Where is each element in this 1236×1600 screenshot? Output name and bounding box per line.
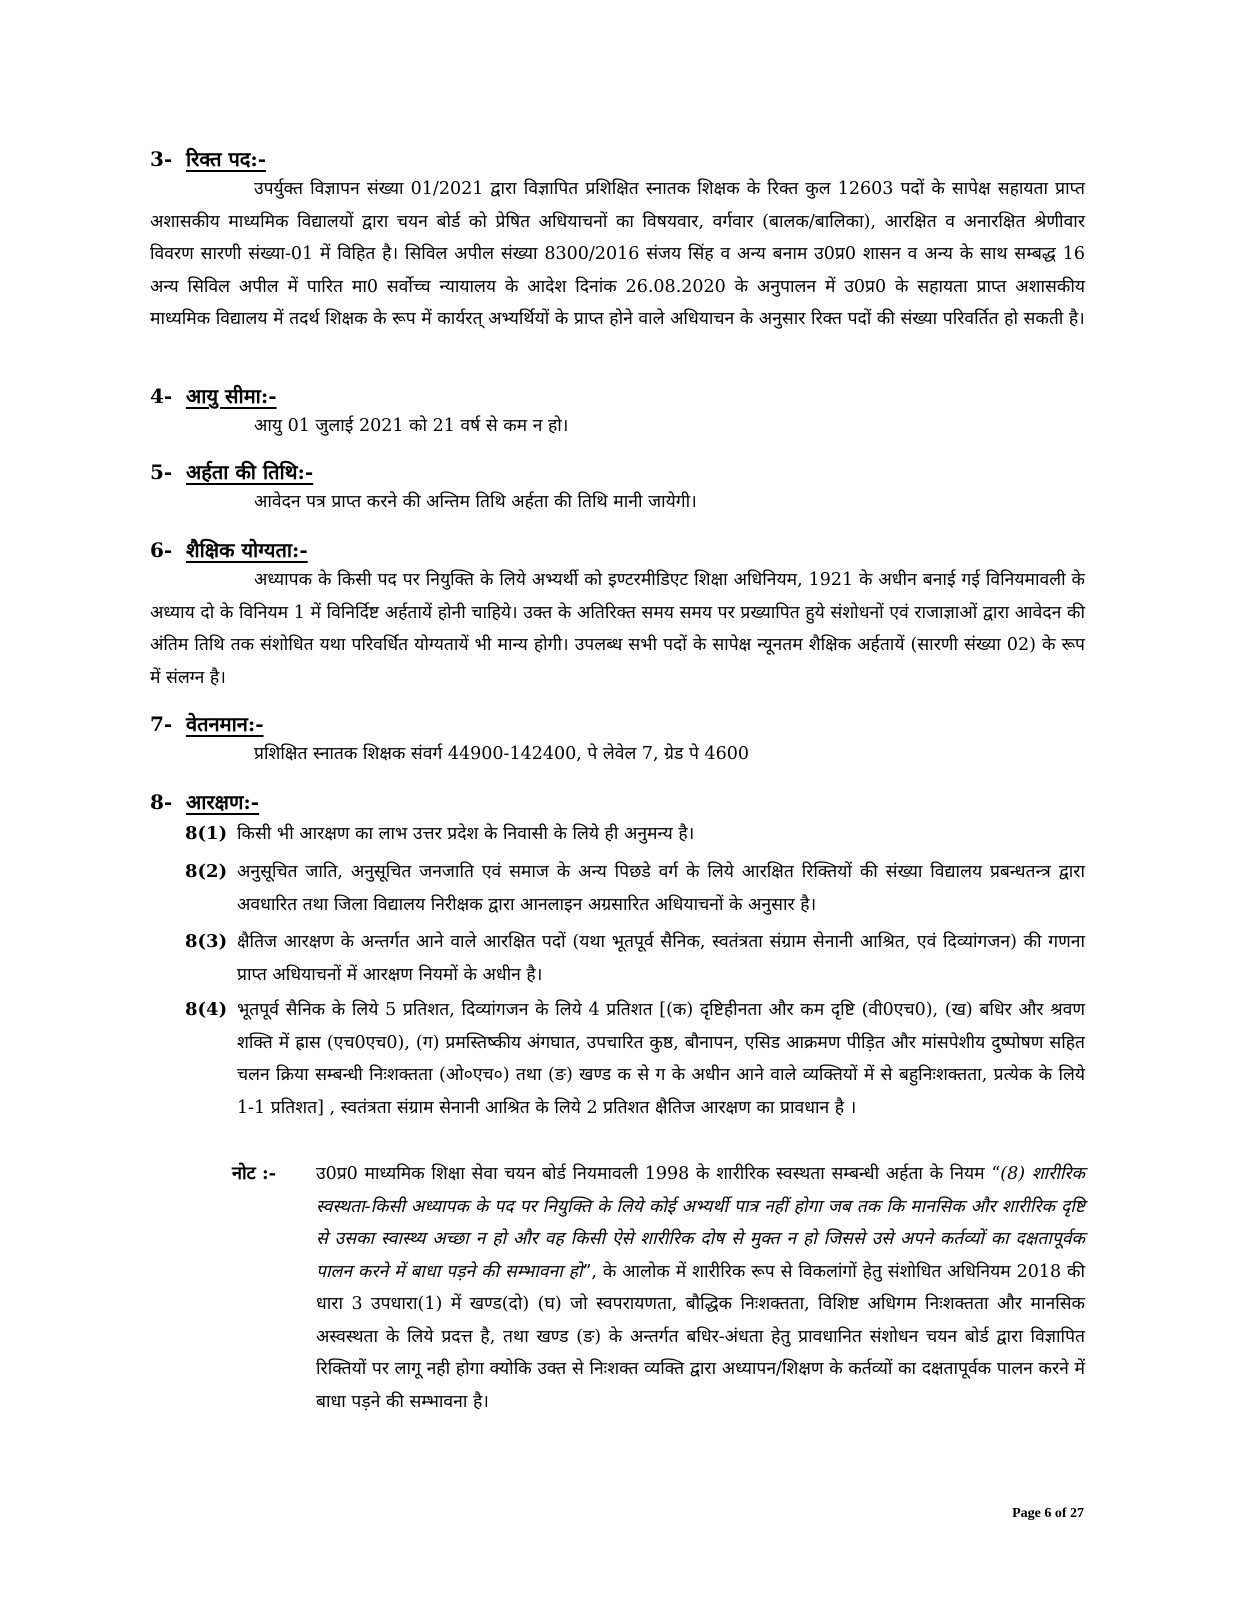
reservation-item: [185, 818, 1085, 851]
section-age-limit: [150, 382, 1085, 443]
section-heading: [150, 536, 1085, 564]
section-number: 7-: [150, 712, 173, 736]
note-quote: (8) शारीरिक स्वस्थता-किसी अध्यापक के पद पर नियुक्ति के लिये कोई अभ्यर्थी पात्र नहीं होगा जब तक कि मानसिक और शारीरिक दृष्टि से उसका स्वास्थ्य अच्छा न हो और वह किसी ऐसे शारीरिक दोष से मुक्त न हो जिससे उसे अपने कर्तव्यों का दक्षतापूर्वक पालन करने में बाधा पड़ने की सम्भावना हो: [316, 1164, 1085, 1282]
section-title: अर्हता की तिथि:-: [186, 460, 314, 484]
reservation-note: [232, 1158, 1085, 1418]
section-heading: [150, 458, 1085, 486]
note-rest: ”, के आलोक में शारीरिक रूप से विकलांगों हेतु संशोधित अधिनियम 2018 की धारा 3 उपधारा(1) में खण्ड(दो) (घ) जो स्वपरायणता, बौद्धिक निःशक्तता, विशिष्ट अधिगम निःशक्तता और मानसिक अस्वस्थता के लिये प्रदत्त है, तथा खण्ड (ङ) के अन्तर्गत बधिर-अंधता हेतु प्रावधानित संशोधन चयन बोर्ड द्वारा विज्ञापित रिक्तियों पर लागू नही होगा क्योकि उक्त से निःशक्त व्यक्ति द्वारा अध्यापन/शिक्षण के कर्तव्यों का दक्षतापूर्वक पालन करने में बाधा पड़ने की सम्भावना है।: [316, 1261, 1085, 1412]
item-text: किसी भी आरक्षण का लाभ उत्तर प्रदेश के निवासी के लिये ही अनुमन्य है।: [237, 824, 695, 844]
section-number: 6-: [150, 538, 173, 562]
item-number: 8(4): [185, 999, 228, 1020]
section-text: आवेदन पत्र प्राप्त करने की अन्तिम तिथि अर्हता की तिथि मानी जायेगी।: [254, 492, 697, 512]
section-number: 4-: [150, 384, 173, 408]
section-number: 5-: [150, 460, 173, 484]
item-text: अनुसूचित जाति, अनुसूचित जनजाति एवं समाज के अन्य पिछडे वर्ग के लिये आरक्षित रिक्तियों की संख्या विद्यालय प्रबन्धतन्त्र द्वारा अवधारित तथा जिला विद्यालय निरीक्षक द्वारा आनलाइन अग्रसारित अधियाचनों के अनुसार है।: [237, 862, 1085, 915]
section-reservation: [150, 788, 1085, 816]
section-text: आयु 01 जुलाई 2021 को 21 वर्ष से कम न हो।: [254, 416, 569, 436]
section-text: उपर्युक्त विज्ञापन संख्या 01/2021 द्वारा विज्ञापित प्रशिक्षित स्नातक शिक्षक के रिक्त कुल 12603 पदों के सापेक्ष सहायता प्राप्त अशासकीय माध्यमिक विद्यालयों द्वारा चयन बोर्ड को प्रेषित अधियाचनों का विषयवार, वर्गवार (बालक/बालिका), आरक्षित व अनारक्षित श्रेणीवार विवरण सारणी संख्या-01 में विहित है। सिविल अपील संख्या 8300/2016 संजय सिंह व अन्य बनाम उ0प्र0 शासन व अन्य के साथ सम्बद्ध 16 अन्य सिविल अपील में पारित मा0 सर्वोच्च न्यायालय के आदेश दिनांक 26.08.2020 के अनुपालन में उ0प्र0 के सहायता प्राप्त अशासकीय माध्यमिक विद्यालय में तदर्थ शिक्षक के रूप में कार्यरत् अभ्यर्थियों के प्राप्त होने वाले अधियाचन के अनुसार रिक्त पदों की संख्या परिवर्तित हो सकती है।: [150, 179, 1085, 329]
note-intro: उ0प्र0 माध्यमिक शिक्षा सेवा चयन बोर्ड नियमावली 1998 के शारीरिक स्वस्थता सम्बन्धी अर्हता के नियम “: [316, 1164, 1001, 1184]
item-number: 8(3): [185, 931, 228, 952]
note-text: [316, 1158, 1085, 1418]
section-heading: [150, 382, 1085, 410]
section-eligibility-date: [150, 458, 1085, 519]
reservation-item: [185, 926, 1085, 991]
section-pay-scale: [150, 710, 1085, 771]
section-qualification: [150, 536, 1085, 694]
section-vacancies: [150, 145, 1085, 336]
section-heading: [150, 710, 1085, 738]
section-number: 8-: [150, 790, 173, 814]
note-label: नोट :-: [232, 1163, 277, 1184]
item-text: क्षैतिज आरक्षण के अन्तर्गत आने वाले आरक्षित पदों (यथा भूतपूर्व सैनिक, स्वतंत्रता संग्राम सेनानी आश्रित, एवं दिव्यांगजन) की गणना प्राप्त अधियाचनों में आरक्षण नियमों के अधीन है।: [237, 932, 1085, 985]
section-title: शैक्षिक योग्यता:-: [186, 538, 308, 562]
section-heading: [150, 145, 1085, 173]
section-title: आयु सीमा:-: [186, 384, 277, 408]
section-text: प्रशिक्षित स्नातक शिक्षक संवर्ग 44900-142400, पे लेवेल 7, ग्रेड पे 4600: [254, 744, 750, 764]
section-number: 3-: [150, 147, 173, 171]
reservation-item: [185, 994, 1085, 1124]
reservation-item: [185, 856, 1085, 921]
section-title: वेतनमान:-: [186, 712, 264, 736]
item-text: भूतपूर्व सैनिक के लिये 5 प्रतिशत, दिव्यांगजन के लिये 4 प्रतिशत [(क) दृष्टिहीनता और कम दृष्टि (वी0एच0), (ख) बधिर और श्रवण शक्ति में ह्रास (एच0एच0), (ग) प्रमस्तिष्कीय अंगघात, उपचारित कुष्ठ, बौनापन, एसिड आक्रमण पीड़ित और मांसपेशीय दुष्पोषण सहित चलन क्रिया सम्बन्धी निःशक्तता (ओ०एच०) तथा (ङ) खण्ड क से ग के अधीन आने वाले व्यक्तियों में से बहुनिःशक्तता, प्रत्येक के लिये 1-1 प्रतिशत] , स्वतंत्रता संग्राम सेनानी आश्रित के लिये 2 प्रतिशत क्षैतिज आरक्षण का प्रावधान है ।: [237, 1000, 1085, 1118]
section-title: रिक्त पद:-: [186, 147, 267, 171]
section-heading: [150, 788, 1085, 816]
page-number: Page 6 of 27: [1012, 1506, 1084, 1521]
section-title: आरक्षण:-: [186, 790, 260, 814]
item-number: 8(1): [185, 823, 228, 844]
section-text: अध्यापक के किसी पद पर नियुक्ति के लिये अभ्यर्थी को इण्टरमीडिएट शिक्षा अधिनियम, 1921 के अधीन बनाई गई विनियमावली के अध्याय दो के विनियम 1 में विनिर्दिष्ट अर्हतायें होनी चाहिये। उक्त के अतिरिक्त समय समय पर प्रख्यापित हुये संशोधनों एवं राजाज्ञाओं द्वारा आवेदन की अंतिम तिथि तक संशोधित यथा परिवर्धित योग्यतायें भी मान्य होगी। उपलब्ध सभी पदों के सापेक्ष न्यूनतम शैक्षिक अर्हतायें (सारणी संख्या 02) के रूप में संलग्न है।: [150, 570, 1085, 688]
item-number: 8(2): [185, 861, 228, 882]
